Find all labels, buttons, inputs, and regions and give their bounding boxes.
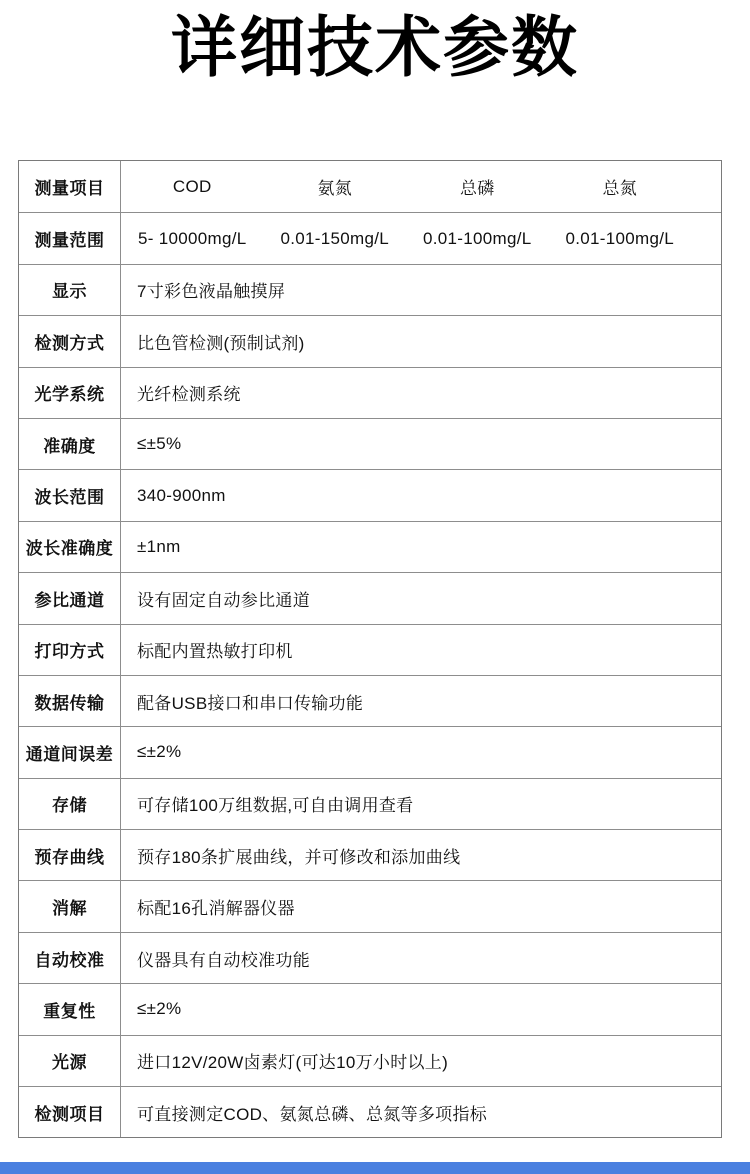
column-value: 0.01-100mg/L (422, 228, 532, 248)
row-channel-error (19, 726, 721, 777)
row-optical-system (19, 367, 721, 418)
row-measure-range (19, 212, 721, 263)
row-value: ≤±2% (137, 742, 182, 762)
row-digestion (19, 880, 721, 931)
row-prestored-curves (19, 829, 721, 880)
row-label: 测量范围 (19, 213, 121, 263)
row-value: 设有固定自动参比通道 (137, 590, 310, 610)
row-label: 重复性 (19, 984, 121, 1034)
row-value (121, 213, 721, 263)
row-value: 340-900nm (137, 485, 226, 505)
column-value: 氨氮 (317, 179, 353, 199)
row-label: 打印方式 (19, 625, 121, 675)
row-label: 自动校准 (19, 933, 121, 983)
row-label: 准确度 (19, 419, 121, 469)
row-label: 通道间误差 (19, 727, 121, 777)
bottom-accent-bar (0, 1162, 750, 1174)
row-label: 波长准确度 (19, 522, 121, 572)
row-wavelength-accuracy (19, 521, 721, 572)
row-label: 显示 (19, 265, 121, 315)
row-value: ≤±2% (137, 999, 182, 1019)
row-wavelength-range (19, 469, 721, 520)
row-measure-items (19, 161, 721, 212)
row-label: 数据传输 (19, 676, 121, 726)
row-value: ±1nm (137, 536, 181, 556)
row-label: 参比通道 (19, 573, 121, 623)
row-print-method (19, 624, 721, 675)
row-reference-channel (19, 572, 721, 623)
row-value: 光纤检测系统 (137, 385, 241, 405)
row-label: 预存曲线 (19, 830, 121, 880)
row-value: 配备USB接口和串口传输功能 (137, 693, 364, 713)
column-value: 总磷 (459, 179, 495, 199)
row-storage (19, 778, 721, 829)
row-value: 进口12V/20W卤素灯(可达10万小时以上) (137, 1053, 449, 1073)
row-label: 光学系统 (19, 368, 121, 418)
column-value: COD (172, 176, 212, 196)
row-label: 存储 (19, 779, 121, 829)
row-label: 检测方式 (19, 316, 121, 366)
row-auto-calibration (19, 932, 721, 983)
column-value: 总氮 (602, 179, 638, 199)
row-value: ≤±5% (137, 434, 182, 454)
row-value: 7寸彩色液晶触摸屏 (137, 282, 286, 302)
row-label: 光源 (19, 1036, 121, 1086)
row-accuracy (19, 418, 721, 469)
row-repeatability (19, 983, 721, 1034)
column-value: 0.01-150mg/L (280, 228, 389, 248)
row-value: 仪器具有自动校准功能 (137, 950, 310, 970)
spec-table (18, 160, 722, 1138)
row-value: 可直接测定COD、氨氮总磷、总氮等多项指标 (137, 1104, 488, 1124)
column-value: 5- 10000mg/L (137, 228, 247, 248)
row-value: 标配内置热敏打印机 (137, 642, 293, 662)
row-label: 波长范围 (19, 470, 121, 520)
row-label: 测量项目 (19, 161, 121, 212)
row-detection-items (19, 1086, 721, 1137)
row-detection-method (19, 315, 721, 366)
row-light-source (19, 1035, 721, 1086)
row-data-transfer (19, 675, 721, 726)
column-value: 0.01-100mg/L (565, 228, 674, 248)
row-value: 预存180条扩展曲线，并可修改和添加曲线 (137, 847, 461, 867)
row-label: 消解 (19, 881, 121, 931)
row-value: 可存储100万组数据,可自由调用查看 (137, 796, 414, 816)
page-title: 详细技术参数 (171, 10, 579, 84)
row-label: 检测项目 (19, 1087, 121, 1137)
row-value (121, 161, 721, 212)
row-value: 标配16孔消解器仪器 (137, 899, 295, 919)
row-value: 比色管检测(预制试剂) (137, 333, 305, 353)
row-display (19, 264, 721, 315)
